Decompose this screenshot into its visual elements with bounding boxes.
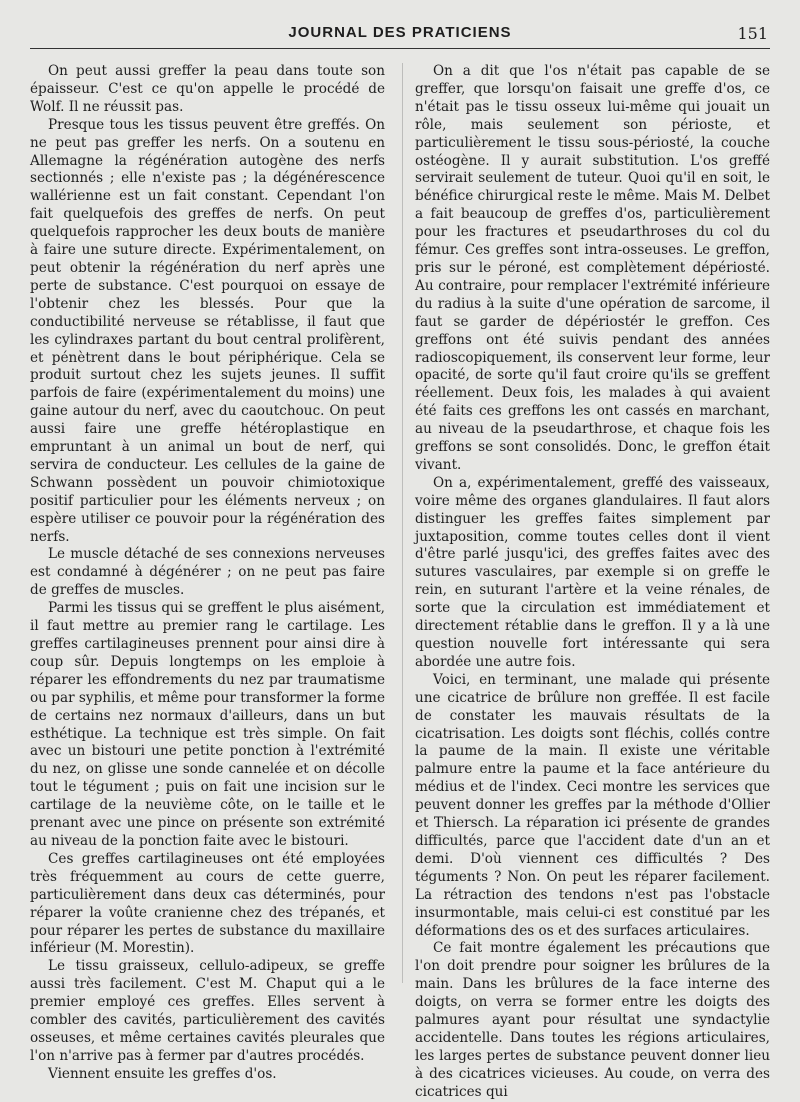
paragraph: Ces greffes cartilagineuses ont été employées très fréquemment au cours de cette guerre, particulièrement dans deux cas déterminés, pour réparer la voûte cranienne chez des trépanés, et pour réparer les pertes de substance du maxillaire inférieur (M. Morestin).: [30, 850, 385, 957]
right-column: [415, 63, 770, 1102]
paragraph: Parmi les tissus qui se greffent le plus aisément, il faut mettre au premier rang le cartilage. Les greffes cartilagineuses prennent pour ainsi dire à coup sûr. Depuis longtemps on les emploie à réparer les effondrements du nez par traumatisme ou par syphilis, et même pour transformer la forme de certains nez normaux d'ailleurs, dans un but esthétique. La technique est très simple. On fait avec un bistouri une petite ponction à l'extrémité du nez, on glisse une sonde cannelée et on décolle tout le tégument ; puis on fait une incision sur le cartilage de la neuvième côte, on le taille et le prenant avec une pince on présente son extrémité au niveau de la ponction faite avec le bistouri.: [30, 600, 385, 849]
column-divider: [402, 63, 403, 983]
running-header: [30, 22, 770, 49]
paragraph: Presque tous les tissus peuvent être greffés. On ne peut pas greffer les nerfs. On a soutenu en Allemagne la régénération autogène des nerfs sectionnés ; elle n'existe pas ; la dégénérescence wallérienne est un fait constant. Cependant l'on fait quelquefois des greffes de nerfs. On peut quelquefois rapprocher les deux bouts de manière à faire une suture directe. Expérimentalement, on peut obtenir la régénération du nerf après une perte de substance. C'est pourquoi on essaye de l'obtenir chez les blessés. Pour que la conductibilité nerveuse se rétablisse, il faut que les cylindraxes partant du bout central prolifèrent, et pénètrent dans le bout périphérique. Cela se produit surtout chez les sujets jeunes. Il suffit parfois de faire (expérimentalement du moins) une gaine autour du nerf, avec du caoutchouc. On peut aussi faire une greffe hétéroplastique en empruntant à un animal un bout de nerf, qui servira de conducteur. Les cellules de la gaine de Schwann possèdent un pouvoir chimiotoxique positif particulier pour les éléments nerveux ; on espère utiliser ce pouvoir pour la régénération des nerfs.: [30, 116, 385, 545]
text-columns: [30, 63, 770, 1102]
paragraph: Ce fait montre également les précautions que l'on doit prendre pour soigner les brûlures de la main. Dans les brûlures de la face interne des doigts, on verra se former entre les doigts des palmures ayant pour résultat une syndactylie accidentelle. Dans toutes les régions articulaires, les larges pertes de substance peuvent donner lieu à des cicatrices vicieuses. Au coude, on verra des cicatrices qui: [415, 940, 770, 1100]
left-column: [30, 63, 385, 1102]
paragraph: Le muscle détaché de ses connexions nerveuses est condamné à dégénérer ; on ne peut pas faire de greffes de muscles.: [30, 546, 385, 599]
journal-title: JOURNAL DES PRATICIENS: [288, 24, 512, 41]
paragraph: On a, expérimentalement, greffé des vaisseaux, voire même des organes glandulaires. Il faut alors distinguer les greffes faites simplement par juxtaposition, comme toutes celles dont il vient d'être parlé jusqu'ici, des greffes faites avec des sutures vasculaires, par exemple si on greffe le rein, en suturant l'artère et la veine rénales, de sorte que la circulation est immédiatement et directement rétablie dans le greffon. Il y a là une question nouvelle fort intéressante qui sera abordée une autre fois.: [415, 474, 770, 670]
paragraph: Voici, en terminant, une malade qui présente une cicatrice de brûlure non greffée. Il est facile de constater les mauvais résultats de la cicatrisation. Les doigts sont fléchis, collés contre la paume de la main. Il existe une véritable palmure entre la paume et la face antérieure du médius et de l'index. Ceci montre les services que peuvent donner les greffes par la méthode d'Ollier et Thiersch. La réparation ici présente de grandes difficultés, parce que l'accident date d'un an et demi. D'où viennent ces difficultés ? Des téguments ? Non. On peut les réparer facilement. La rétraction des tendons n'est pas l'obstacle insurmontable, mais celui-ci est constitué par les déformations des os et des surfaces articulaires.: [415, 671, 770, 939]
paragraph: On peut aussi greffer la peau dans toute son épaisseur. C'est ce qu'on appelle le procédé de Wolf. Il ne réussit pas.: [30, 63, 385, 115]
paragraph: Viennent ensuite les greffes d'os.: [48, 1065, 277, 1082]
page-number: 151: [737, 24, 768, 43]
paragraph: Le tissu graisseux, cellulo-adipeux, se greffe aussi très facilement. C'est M. Chaput qui a le premier employé ces greffes. Elles servent à combler des cavités, particulièrement des cavités osseuses, et même certaines cavités pleurales que l'on n'arrive pas à fermer par d'autres procédés.: [30, 958, 385, 1064]
paragraph: On a dit que l'os n'était pas capable de se greffer, que lorsqu'on faisait une greffe d'os, ce n'était pas le tissu osseux lui-même qui jouait un rôle, mais seulement son périoste, et particulièrement le tissu sous-périosté, la couche ostéogène. Il y aurait substitution. L'os greffé servirait seulement de tuteur. Quoi qu'il en soit, le bénéfice chirurgical reste le même. Mais M. Delbet a fait beaucoup de greffes d'os, particulièrement pour les fractures et pseudarthroses du col du fémur. Ces greffes sont intra-osseuses. Le greffon, pris sur le péroné, est complètement dépériosté. Au contraire, pour remplacer l'extrémité inférieure du radius à la suite d'une opération de sarcome, il faut se garder de dépériostér le greffon. Ces greffons ont été suivis pendant des années radioscopiquement, ils conservent leur forme, leur opacité, de sorte qu'il faut croire qu'ils se greffent réellement. Deux fois, les malades à qui avaient été faits ces greffons les ont cassés en marchant, au niveau de la pseudarthrose, et chaque fois les greffons se sont consolidés. Donc, le greffon était vivant.: [415, 63, 770, 473]
